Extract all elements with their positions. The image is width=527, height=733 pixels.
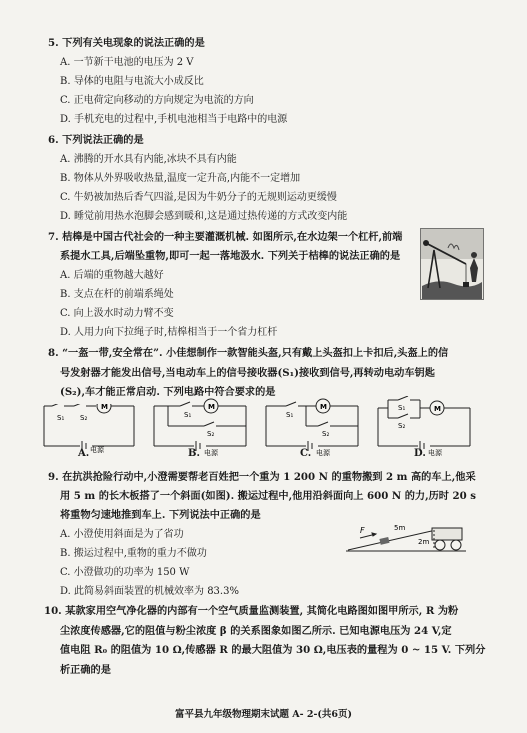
q6-option-b: B. 物体从外界吸收热量,温度一定升高,内能不一定增加 — [60, 173, 301, 184]
q7-option-c: C. 向上汲水时动力臂不变 — [60, 308, 174, 319]
circuit-d-diagram — [374, 396, 474, 456]
circuit-c-s2-label: S₂ — [322, 430, 330, 438]
circuit-d-s1-label: S₁ — [398, 404, 406, 412]
q7-option-b: B. 支点在杆的前端系绳处 — [60, 289, 174, 300]
q9-option-a: A. 小澄使用斜面是为了省功 — [60, 529, 184, 540]
circuit-b-s1-label: S₁ — [184, 411, 192, 419]
circuit-b-s2-label: S₂ — [207, 430, 215, 438]
q5-option-d: D. 手机充电的过程中,手机电池相当于电路中的电源 — [60, 114, 288, 125]
ramp-force-label: F — [360, 526, 365, 535]
circuit-a-s1-label: S₁ — [57, 414, 65, 422]
q5-stem: 5. 下列有关电现象的说法正确的是 — [48, 37, 205, 49]
circuit-a-letter: A. — [78, 448, 90, 459]
q8-stem-line2: 号发射器才能发出信号,当电动车上的信号接收器(S₁)接收到信号,再转动电动车钥匙 — [60, 367, 435, 379]
q5-option-a: A. 一节新干电池的电压为 2 V — [60, 57, 194, 68]
q8-stem-line1: 8. “一盔一带,安全常在”. 小佳想制作一款智能头盔,只有戴上头盔扣上卡扣后,头盔上的信 — [48, 347, 449, 359]
circuit-c-letter: C. — [300, 448, 312, 459]
q7-stem-line2: 系提水工具,后端坠重物,即可一起一落地汲水. 下列关于桔槔的说法正确的是 — [60, 250, 401, 262]
circuit-c-s1-label: S₁ — [286, 411, 294, 419]
circuit-a-motor-label: M — [101, 403, 108, 411]
q9-stem-line3: 将重物匀速地推到车上. 下列说法中正确的是 — [60, 509, 261, 521]
ramp-height-label: 2m — [418, 538, 430, 546]
circuit-d-letter: D. — [414, 448, 426, 459]
q5-option-c: C. 正电荷定向移动的方向规定为电流的方向 — [60, 95, 254, 106]
q8-stem-line3: (S₂),车才能正常启动. 下列电路中符合要求的是 — [60, 386, 276, 398]
circuit-d-source-label: 电源 — [428, 449, 442, 456]
page-footer: 富平县九年级物理期末试题 A- 2-(共6页) — [174, 709, 353, 720]
q5-option-b: B. 导体的电阻与电流大小成反比 — [60, 76, 204, 87]
q10-line2: 尘浓度传感器,它的阻值与粉尘浓度 β 的关系图象如图乙所示. 已知电源电压为 24 V,定 — [60, 625, 452, 637]
circuit-c-diagram — [262, 398, 362, 456]
q6-option-c: C. 牛奶被加热后香气四溢,是因为牛奶分子的无规则运动更缓慢 — [60, 192, 337, 203]
q7-option-a: A. 后端的重物越大越好 — [60, 270, 164, 281]
q6-option-a: A. 沸腾的开水具有内能,冰块不具有内能 — [60, 154, 237, 165]
circuit-d-motor-label: M — [434, 405, 441, 413]
circuit-a-source-label: 电源 — [90, 446, 104, 454]
q9-option-b: B. 搬运过程中,重物的重力不做功 — [60, 548, 207, 559]
circuit-b-letter: B. — [188, 448, 200, 459]
q9-option-c: C. 小澄做功的功率为 150 W — [60, 567, 190, 578]
circuit-a-s2-label: S₂ — [80, 414, 88, 422]
ramp-figure — [346, 514, 468, 554]
circuit-c-motor-label: M — [320, 403, 327, 411]
q10-line4: 析正确的是 — [60, 664, 111, 676]
q9-stem-line1: 9. 在抗洪抢险行动中,小澄需要帮老百姓把一个重为 1 200 N 的重物搬到 2 m 高的车上,他采 — [48, 471, 476, 483]
circuit-b-source-label: 电源 — [204, 449, 218, 456]
circuit-a-overlay — [40, 396, 138, 456]
q7-stem-line1: 7. 桔槔是中国古代社会的一种主要灌溉机械. 如图所示,在水边架一个杠杆,前端 — [48, 231, 403, 243]
circuit-d-s2-label: S₂ — [398, 422, 406, 430]
q10-line3: 值电阻 R₀ 的阻值为 10 Ω,传感器 R 的最大阻值为 30 Ω,电压表的量程为 0 ~ 15 V. 下列分 — [60, 644, 486, 656]
q10-line1: 10. 某款家用空气净化器的内部有一个空气质量监测装置, 其简化电路图如图甲所示, R 为粉 — [44, 605, 459, 617]
circuit-c-source-label: 电源 — [316, 449, 330, 456]
q9-stem-line2: 用 5 m 的长木板搭了一个斜面(如图). 搬运过程中,他用沿斜面向上 600 N 的力,历时 20 s — [60, 490, 476, 502]
q6-stem: 6. 下列说法正确的是 — [48, 134, 144, 146]
q7-option-d: D. 人用力向下拉绳子时,桔槔相当于一个省力杠杆 — [60, 327, 278, 338]
circuit-b-diagram — [150, 398, 250, 456]
ramp-length-label: 5m — [394, 524, 406, 532]
q6-option-d: D. 睡觉前用热水泡脚会感到暖和,这是通过热传递的方式改变内能 — [60, 211, 348, 222]
circuit-b-motor-label: M — [208, 403, 215, 411]
shadoof-illustration — [420, 228, 484, 300]
q9-option-d: D. 此简易斜面装置的机械效率为 83.3% — [60, 586, 239, 597]
